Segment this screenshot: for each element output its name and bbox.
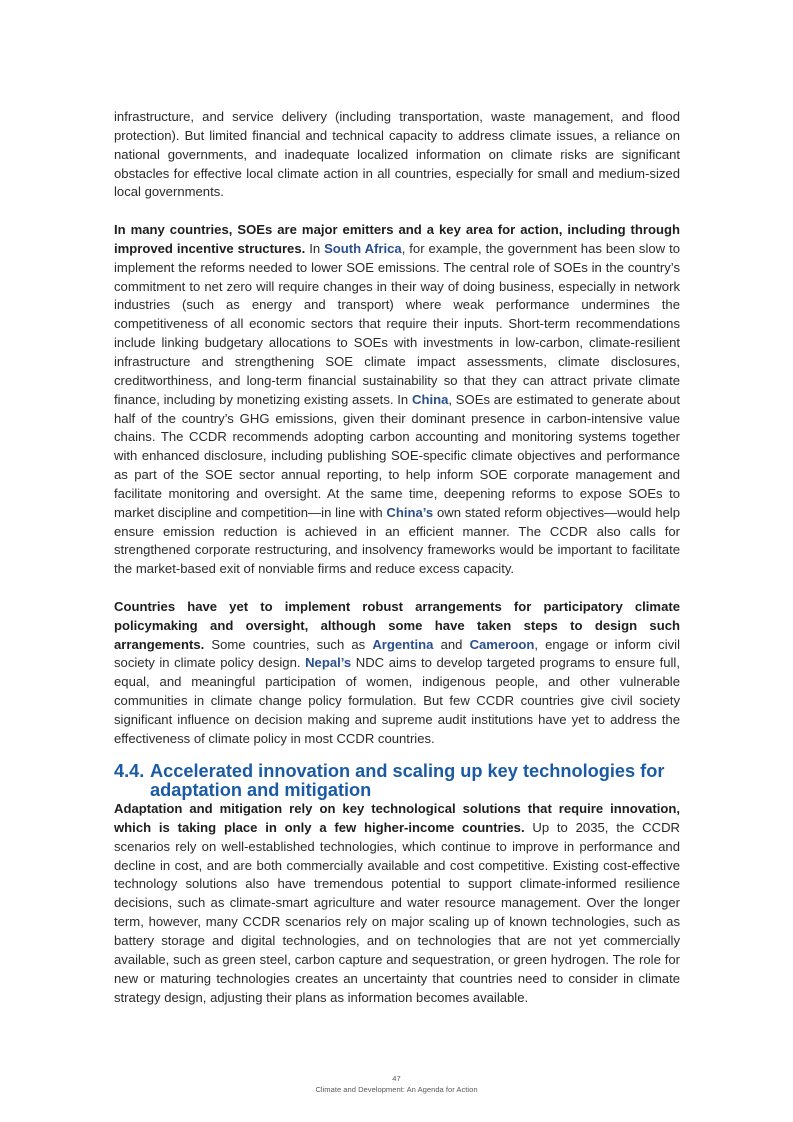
publication-title: Climate and Development: An Agenda for Action <box>315 1084 478 1094</box>
paragraph-text: , SOEs are estimated to generate about half of the country’s GHG emissions, given their dominant presence in carbon-intensive value chains. The CCDR recommends adopting carbon accounting and monitoring systems together with enhanced disclosure, including publishing SOE-specific climate objectives and performance as part of the SOE sector annual reporting, to help inform SOE corporate management and facilitate monitoring and oversight. At the same time, deepening reforms to expose SOEs to market discipline and competition—in line with <box>114 391 680 520</box>
paragraph-innovation <box>114 800 680 1007</box>
section-heading <box>114 762 680 800</box>
paragraph-soes <box>114 221 680 579</box>
paragraph-lead: Adaptation and mitigation rely on key technological solutions that require innovation, which is taking place in only a few higher-income countries. <box>114 801 680 835</box>
country-argentina: Argentina <box>372 636 434 652</box>
paragraph-text: infrastructure, and service delivery (including transportation, waste management, and flood protection). But limited financial and technical capacity to address climate issues, a reliance on national governments, and inadequate localized information on climate risks are significant obstacles for effective local climate action in all countries, especially for small and medium-sized local governments. <box>114 109 680 200</box>
country-cameroon: Cameroon <box>469 636 535 652</box>
paragraph-lead: Countries have yet to implement robust arrangements for participatory climate policymaking and oversight, although some have taken steps to design such arrangements. <box>114 598 680 652</box>
page-number: 47 <box>392 1074 401 1083</box>
paragraph-text: In <box>305 240 325 256</box>
paragraph-text: NDC aims to develop targeted programs to ensure full, equal, and meaningful participation of women, indigenous people, and other vulnerable communities in climate change policy formulation. But few CCDR countries give civil society significant influence on decision making and supreme audit institutions have yet to address the effectiveness of climate policy in most CCDR countries. <box>114 655 680 746</box>
country-china: China <box>412 391 449 407</box>
paragraph-lead: In many countries, SOEs are major emitters and a key area for action, including through improved incentive structures. <box>114 222 680 256</box>
section-title: Accelerated innovation and scaling up key technologies for adaptation and mitigation <box>150 760 665 800</box>
paragraph-text: Up to 2035, the CCDR scenarios rely on well-established technologies, which continue to improve in performance and decline in cost, and are both commercially available and cost competitive. Existing cost-effective technology solutions also have tremendous potential to support climate-informed resilience decisions, such as climate-smart agriculture and water resource management. Over the longer term, however, many CCDR scenarios rely on major scaling up of known technologies, such as battery storage and digital technologies, and on technologies that are not yet commercially available, such as green steel, carbon capture and sequestration, or green hydrogen. The role for new or maturing technologies creates an uncertainty that countries need to consider in climate strategy design, adjusting their plans as information becomes available. <box>114 819 681 1005</box>
page-footer <box>0 1074 793 1095</box>
paragraph-participatory-policymaking <box>114 598 680 749</box>
country-nepal: Nepal’s <box>305 655 352 671</box>
paragraph-text: and <box>433 636 470 652</box>
paragraph-local-governments <box>114 108 680 202</box>
paragraph-text: own stated reform objectives—would help ensure emission reduction is achieved in an efficient manner. The CCDR also calls for strengthened corporate restructuring, and insolvency frameworks would be important to facilitate the market-based exit of nonviable firms and reduce excess capacity. <box>114 504 680 577</box>
paragraph-text: , for example, the government has been slow to implement the reforms needed to lower SOE emissions. The central role of SOEs in the country’s commitment to net zero will require changes in their way of doing business, especially in network industries (such as energy and transport) where weak performance undermines the competitiveness of all economic sectors that require their inputs. Short-term recommendations include linking budgetary allocations to SOEs with investments in low-carbon, climate-resilient infrastructure and strengthening SOE climate impact assessments, climate disclosures, creditworthiness, and long-term financial sustainability so that they can attract private climate finance, including by monetizing existing assets. In <box>114 240 680 407</box>
page-body <box>114 108 680 1007</box>
country-south-africa: South Africa <box>324 240 402 256</box>
paragraph-text: , engage or inform civil society in climate policy design. <box>114 636 681 671</box>
paragraph-text: Some countries, such as <box>204 636 373 652</box>
section-number: 4.4. <box>114 760 145 781</box>
country-china-possessive: China’s <box>386 504 434 520</box>
